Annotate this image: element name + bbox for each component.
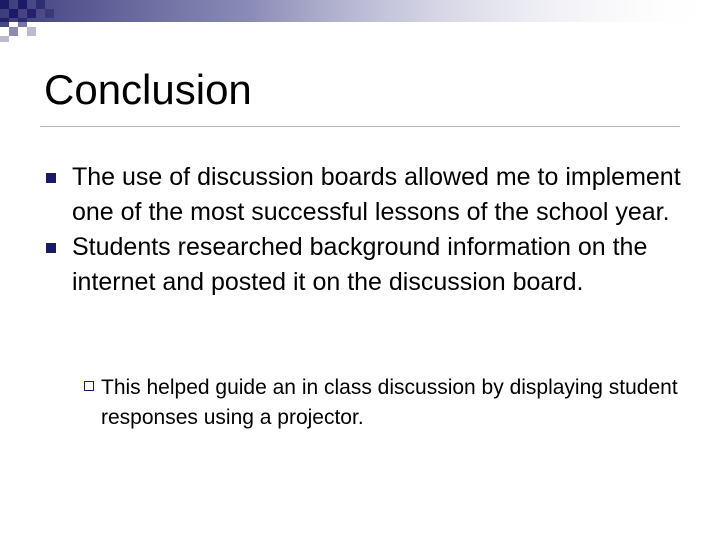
bullet-item bbox=[44, 160, 684, 230]
filled-square-bullet-icon bbox=[46, 173, 56, 183]
bullet-text: Students researched background information on the internet and posted it on the discussion board. bbox=[72, 233, 648, 296]
slide-title: Conclusion bbox=[44, 66, 252, 113]
bullet-text: The use of discussion boards allowed me to implement one of the most successful lessons of the school year. bbox=[72, 163, 681, 226]
bullet-item bbox=[44, 230, 684, 300]
header-decoration bbox=[0, 0, 720, 44]
sub-bullet-list bbox=[84, 373, 684, 433]
hollow-square-bullet-icon bbox=[84, 381, 94, 391]
title-divider bbox=[40, 126, 680, 127]
sub-bullet-text: This helped guide an in class discussion by displaying student responses using a projector. bbox=[101, 376, 678, 429]
filled-square-bullet-icon bbox=[46, 243, 56, 253]
sub-bullet-item bbox=[84, 373, 684, 433]
bullet-list bbox=[44, 160, 684, 300]
